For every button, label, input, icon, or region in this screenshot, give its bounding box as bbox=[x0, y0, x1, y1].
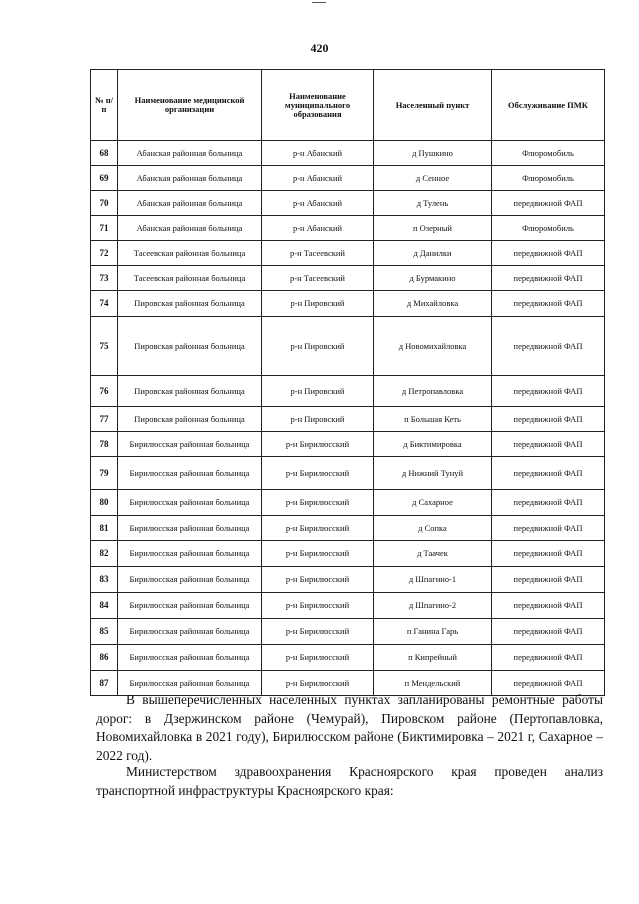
cell-num: 74 bbox=[91, 291, 118, 317]
cell-org: Пировская районная больница bbox=[118, 317, 262, 376]
table-row bbox=[91, 291, 605, 317]
cell-org: Бирилюсская районная больница bbox=[118, 567, 262, 593]
header-service: Обслуживание ПМК bbox=[492, 70, 605, 141]
table-row bbox=[91, 490, 605, 516]
cell-municipality: р-н Абанский bbox=[262, 141, 374, 166]
cell-service: передвижной ФАП bbox=[492, 317, 605, 376]
cell-service: передвижной ФАП bbox=[492, 432, 605, 457]
cell-num: 84 bbox=[91, 593, 118, 619]
cell-num: 86 bbox=[91, 645, 118, 671]
cell-num: 77 bbox=[91, 407, 118, 432]
cell-num: 69 bbox=[91, 166, 118, 191]
cell-settlement: п Ганина Гарь bbox=[374, 619, 492, 645]
table-body bbox=[91, 141, 605, 696]
table-row bbox=[91, 317, 605, 376]
cell-num: 70 bbox=[91, 191, 118, 216]
cell-org: Бирилюсская районная больница bbox=[118, 645, 262, 671]
table-row bbox=[91, 166, 605, 191]
cell-service: передвижной ФАП bbox=[492, 457, 605, 490]
cell-org: Тасеевская районная больница bbox=[118, 266, 262, 291]
cell-municipality: р-н Абанский bbox=[262, 216, 374, 241]
cell-org: Бирилюсская районная больница bbox=[118, 619, 262, 645]
paragraph-road-repairs: В вышеперечисленных населенных пунктах запланированы ремонтные работы дорог: в Дзержинском районе (Чемурай), Пировском районе (Пертопавловка, Новомихайловка в 2021 году), Бирилюсском районе (Биктимировка – 2021 г, Сахарное – 2022 год). bbox=[96, 692, 603, 763]
cell-municipality: р-н Бирилюсский bbox=[262, 541, 374, 567]
table-row bbox=[91, 241, 605, 266]
cell-service: передвижной ФАП bbox=[492, 645, 605, 671]
cell-service: Флюромобиль bbox=[492, 166, 605, 191]
cell-service: передвижной ФАП bbox=[492, 516, 605, 541]
cell-num: 68 bbox=[91, 141, 118, 166]
cell-settlement: д Петропавловка bbox=[374, 376, 492, 407]
cell-municipality: р-н Абанский bbox=[262, 191, 374, 216]
cell-num: 80 bbox=[91, 490, 118, 516]
cell-settlement: д Бурмакино bbox=[374, 266, 492, 291]
cell-settlement: д Шпагино-2 bbox=[374, 593, 492, 619]
table-row bbox=[91, 191, 605, 216]
cell-org: Бирилюсская районная больница bbox=[118, 490, 262, 516]
cell-org: Тасеевская районная больница bbox=[118, 241, 262, 266]
cell-municipality: р-н Пировский bbox=[262, 407, 374, 432]
cell-org: Пировская районная больница bbox=[118, 407, 262, 432]
cell-municipality: р-н Бирилюсский bbox=[262, 671, 374, 696]
cell-org: Бирилюсская районная больница bbox=[118, 593, 262, 619]
cell-org: Бирилюсская районная больница bbox=[118, 671, 262, 696]
cell-org: Бирилюсская районная больница bbox=[118, 432, 262, 457]
cell-num: 85 bbox=[91, 619, 118, 645]
cell-municipality: р-н Бирилюсский bbox=[262, 457, 374, 490]
header-org: Наименование медицинской организации bbox=[118, 70, 262, 141]
cell-settlement: п Большая Кеть bbox=[374, 407, 492, 432]
cell-settlement: д Сенное bbox=[374, 166, 492, 191]
cell-municipality: р-н Пировский bbox=[262, 317, 374, 376]
cell-num: 72 bbox=[91, 241, 118, 266]
table-row bbox=[91, 516, 605, 541]
table-row bbox=[91, 432, 605, 457]
cell-settlement: д Данилки bbox=[374, 241, 492, 266]
cell-num: 75 bbox=[91, 317, 118, 376]
table-row bbox=[91, 645, 605, 671]
cell-settlement: д Шпагино-1 bbox=[374, 567, 492, 593]
cell-org: Бирилюсская районная больница bbox=[118, 541, 262, 567]
cell-service: передвижной ФАП bbox=[492, 619, 605, 645]
cell-service: передвижной ФАП bbox=[492, 407, 605, 432]
cell-service: передвижной ФАП bbox=[492, 266, 605, 291]
cell-municipality: р-н Тасеевский bbox=[262, 266, 374, 291]
cell-org: Абанская районная больница bbox=[118, 141, 262, 166]
cell-municipality: р-н Бирилюсский bbox=[262, 593, 374, 619]
table-row bbox=[91, 216, 605, 241]
cell-municipality: р-н Бирилюсский bbox=[262, 432, 374, 457]
cell-settlement: д Сахарное bbox=[374, 490, 492, 516]
cell-service: передвижной ФАП bbox=[492, 567, 605, 593]
cell-settlement: д Тулень bbox=[374, 191, 492, 216]
cell-settlement: п Мендельский bbox=[374, 671, 492, 696]
cell-municipality: р-н Бирилюсский bbox=[262, 516, 374, 541]
cell-service: передвижной ФАП bbox=[492, 191, 605, 216]
cell-settlement: д Биктимировка bbox=[374, 432, 492, 457]
cell-org: Абанская районная больница bbox=[118, 166, 262, 191]
cell-settlement: п Озерный bbox=[374, 216, 492, 241]
table-header-row bbox=[91, 70, 605, 141]
cell-municipality: р-н Бирилюсский bbox=[262, 645, 374, 671]
cell-service: передвижной ФАП bbox=[492, 593, 605, 619]
cell-org: Бирилюсская районная больница bbox=[118, 457, 262, 490]
cell-municipality: р-н Пировский bbox=[262, 291, 374, 317]
cell-settlement: д Сопка bbox=[374, 516, 492, 541]
cell-municipality: р-н Бирилюсский bbox=[262, 567, 374, 593]
facilities-table bbox=[90, 69, 605, 696]
cell-municipality: р-н Абанский bbox=[262, 166, 374, 191]
page-number: 420 bbox=[310, 41, 329, 55]
cell-num: 81 bbox=[91, 516, 118, 541]
cell-settlement: д Таачек bbox=[374, 541, 492, 567]
cell-municipality: р-н Пировский bbox=[262, 376, 374, 407]
cell-service: передвижной ФАП bbox=[492, 376, 605, 407]
header-num: № п/п bbox=[91, 70, 118, 141]
cell-org: Абанская районная больница bbox=[118, 191, 262, 216]
cell-municipality: р-н Тасеевский bbox=[262, 241, 374, 266]
cell-num: 78 bbox=[91, 432, 118, 457]
cell-num: 71 bbox=[91, 216, 118, 241]
table-row bbox=[91, 266, 605, 291]
cell-service: Флюромобиль bbox=[492, 141, 605, 166]
cell-org: Бирилюсская районная больница bbox=[118, 516, 262, 541]
cell-org: Пировская районная больница bbox=[118, 291, 262, 317]
table-row bbox=[91, 407, 605, 432]
cell-service: Флюромобиль bbox=[492, 216, 605, 241]
cell-settlement: д Новомихайловка bbox=[374, 317, 492, 376]
cell-municipality: р-н Бирилюсский bbox=[262, 490, 374, 516]
cell-num: 76 bbox=[91, 376, 118, 407]
cell-service: передвижной ФАП bbox=[492, 291, 605, 317]
cell-num: 73 bbox=[91, 266, 118, 291]
cell-service: передвижной ФАП bbox=[492, 541, 605, 567]
cell-settlement: д Михайловка bbox=[374, 291, 492, 317]
cell-settlement: д Пушкино bbox=[374, 141, 492, 166]
table-row bbox=[91, 541, 605, 567]
cell-service: передвижной ФАП bbox=[492, 241, 605, 266]
table-row bbox=[91, 567, 605, 593]
cell-settlement: д Нижний Тунуй bbox=[374, 457, 492, 490]
header-settlement: Населенный пункт bbox=[374, 70, 492, 141]
cell-org: Пировская районная больница bbox=[118, 376, 262, 407]
cell-num: 82 bbox=[91, 541, 118, 567]
cell-num: 79 bbox=[91, 457, 118, 490]
cell-service: передвижной ФАП bbox=[492, 671, 605, 696]
top-scan-mark bbox=[312, 2, 326, 3]
cell-num: 87 bbox=[91, 671, 118, 696]
table-row bbox=[91, 376, 605, 407]
paragraph-analysis: Министерством здравоохранения Красноярского края проведен анализ транспортной инфраструктуры Красноярского края: bbox=[96, 764, 603, 798]
cell-settlement: п Кипрейный bbox=[374, 645, 492, 671]
cell-org: Абанская районная больница bbox=[118, 216, 262, 241]
cell-municipality: р-н Бирилюсский bbox=[262, 619, 374, 645]
cell-num: 83 bbox=[91, 567, 118, 593]
table-row bbox=[91, 457, 605, 490]
header-municipality: Наименование муниципального образования bbox=[262, 70, 374, 141]
cell-service: передвижной ФАП bbox=[492, 490, 605, 516]
table-row bbox=[91, 593, 605, 619]
table-row bbox=[91, 141, 605, 166]
table-row bbox=[91, 619, 605, 645]
